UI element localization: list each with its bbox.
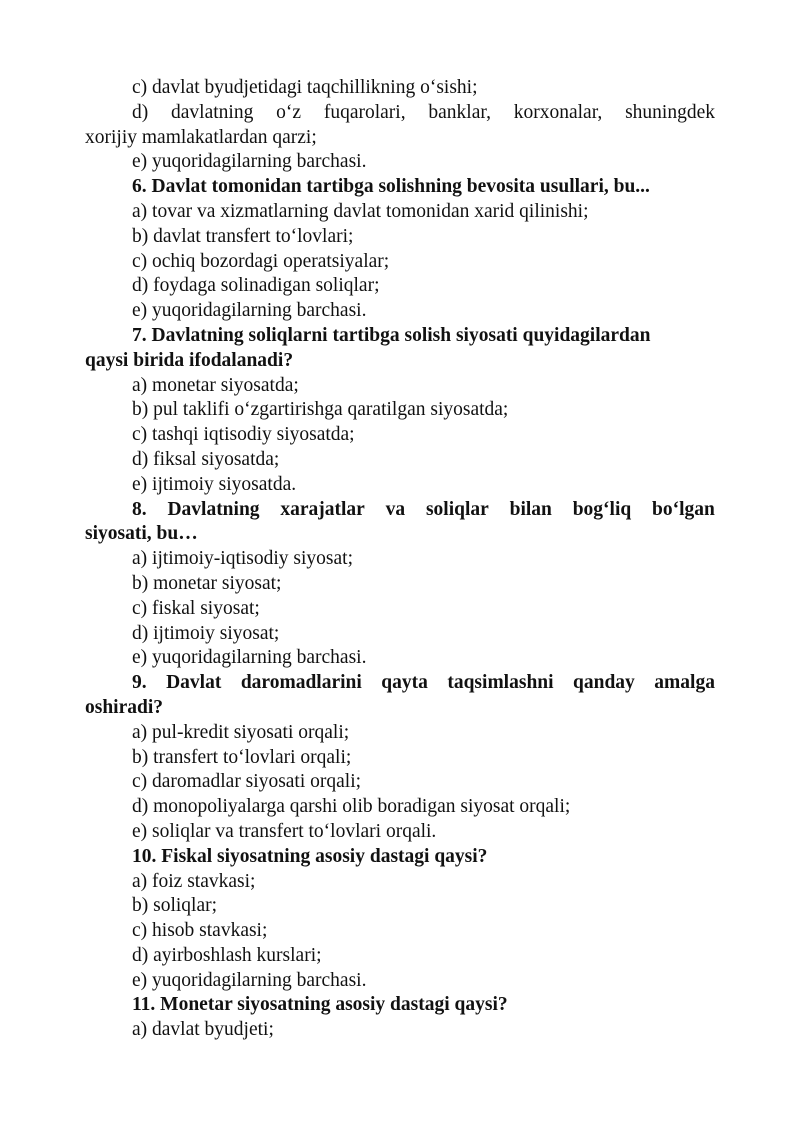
answer-option: e) yuqoridagilarning barchasi. [132, 969, 367, 991]
answer-option: b) transfert to‘lovlari orqali; [132, 746, 352, 768]
answer-option: e) yuqoridagilarning barchasi. [132, 151, 367, 173]
answer-option: a) foiz stavkasi; [132, 870, 256, 892]
question-text-continued: oshiradi? [85, 696, 164, 718]
word: daromadlarini [240, 672, 362, 694]
word: qayta [381, 672, 428, 694]
answer-option: c) daromadlar siyosati orqali; [132, 771, 362, 793]
answer-option: a) tovar va xizmatlarning davlat tomonidan xarid qilinishi; [132, 200, 589, 222]
answer-option: a) pul-kredit siyosati orqali; [132, 721, 350, 743]
question-text: 11. Monetar siyosatning asosiy dastagi qaysi? [132, 994, 508, 1016]
answer-option: e) soliqlar va transfert to‘lovlari orqali. [132, 820, 437, 842]
word: banklar, [428, 101, 491, 123]
word: 8. [132, 498, 147, 520]
answer-option-continued: xorijiy mamlakatlardan qarzi; [85, 126, 317, 148]
answer-option: a) davlat byudjeti; [132, 1019, 274, 1041]
word: o‘z [276, 101, 302, 123]
answer-option: c) ochiq bozordagi operatsiyalar; [132, 250, 390, 272]
word: bo‘lgan [652, 498, 715, 520]
question-text: 7. Davlatning soliqlarni tartibga solish siyosati quyidagilardan [132, 324, 651, 346]
word: amalga [654, 672, 715, 694]
word: Davlatning [167, 498, 260, 520]
word: d) [132, 101, 149, 123]
answer-option: c) tashqi iqtisodiy siyosatda; [132, 424, 355, 446]
question-text-continued: qaysi birida ifodalanadi? [85, 349, 294, 371]
word: qanday [573, 672, 635, 694]
word: 9. [132, 672, 147, 694]
word: davlatning [171, 101, 254, 123]
word: korxonalar, [513, 101, 603, 123]
answer-option: d) foydaga solinadigan soliqlar; [132, 275, 380, 297]
question-text: 6. Davlat tomonidan tartibga solishning bevosita usullari, bu... [132, 176, 650, 198]
answer-option: b) davlat transfert to‘lovlari; [132, 225, 354, 247]
word: fuqarolari, [323, 101, 406, 123]
word: bog‘liq [572, 498, 632, 520]
word: va [385, 498, 406, 520]
word: xarajatlar [280, 498, 365, 520]
word: shuningdek [625, 101, 715, 123]
question-text [85, 671, 715, 696]
answer-option: b) soliqlar; [132, 895, 218, 917]
word: bilan [509, 498, 552, 520]
answer-option: a) monetar siyosatda; [132, 374, 299, 396]
answer-option: e) yuqoridagilarning barchasi. [132, 300, 367, 322]
answer-option: d) ayirboshlash kurslari; [132, 944, 322, 966]
word: soliqlar [425, 498, 489, 520]
answer-option: d) monopoliyalarga qarshi olib boradigan siyosat orqali; [132, 796, 571, 818]
answer-option: d) fiksal siyosatda; [132, 448, 280, 470]
answer-option: e) ijtimoiy siyosatda. [132, 473, 297, 495]
question-text-continued: siyosati, bu… [85, 523, 198, 545]
word: taqsimlashni [447, 672, 554, 694]
answer-option: c) davlat byudjetidagi taqchillikning o‘sishi; [132, 77, 478, 98]
question-text: 10. Fiskal siyosatning asosiy dastagi qaysi? [132, 845, 488, 867]
answer-option: b) pul taklifi o‘zgartirishga qaratilgan siyosatda; [132, 399, 509, 421]
word: Davlat [166, 672, 222, 694]
document-body [85, 76, 715, 1043]
answer-option: a) ijtimoiy-iqtisodiy siyosat; [132, 548, 353, 570]
answer-option: c) hisob stavkasi; [132, 920, 268, 942]
question-text [85, 498, 715, 523]
answer-option: b) monetar siyosat; [132, 572, 282, 594]
answer-option: d) ijtimoiy siyosat; [132, 622, 280, 644]
answer-option: c) fiskal siyosat; [132, 597, 260, 619]
answer-option [85, 101, 715, 126]
answer-option: e) yuqoridagilarning barchasi. [132, 647, 367, 669]
